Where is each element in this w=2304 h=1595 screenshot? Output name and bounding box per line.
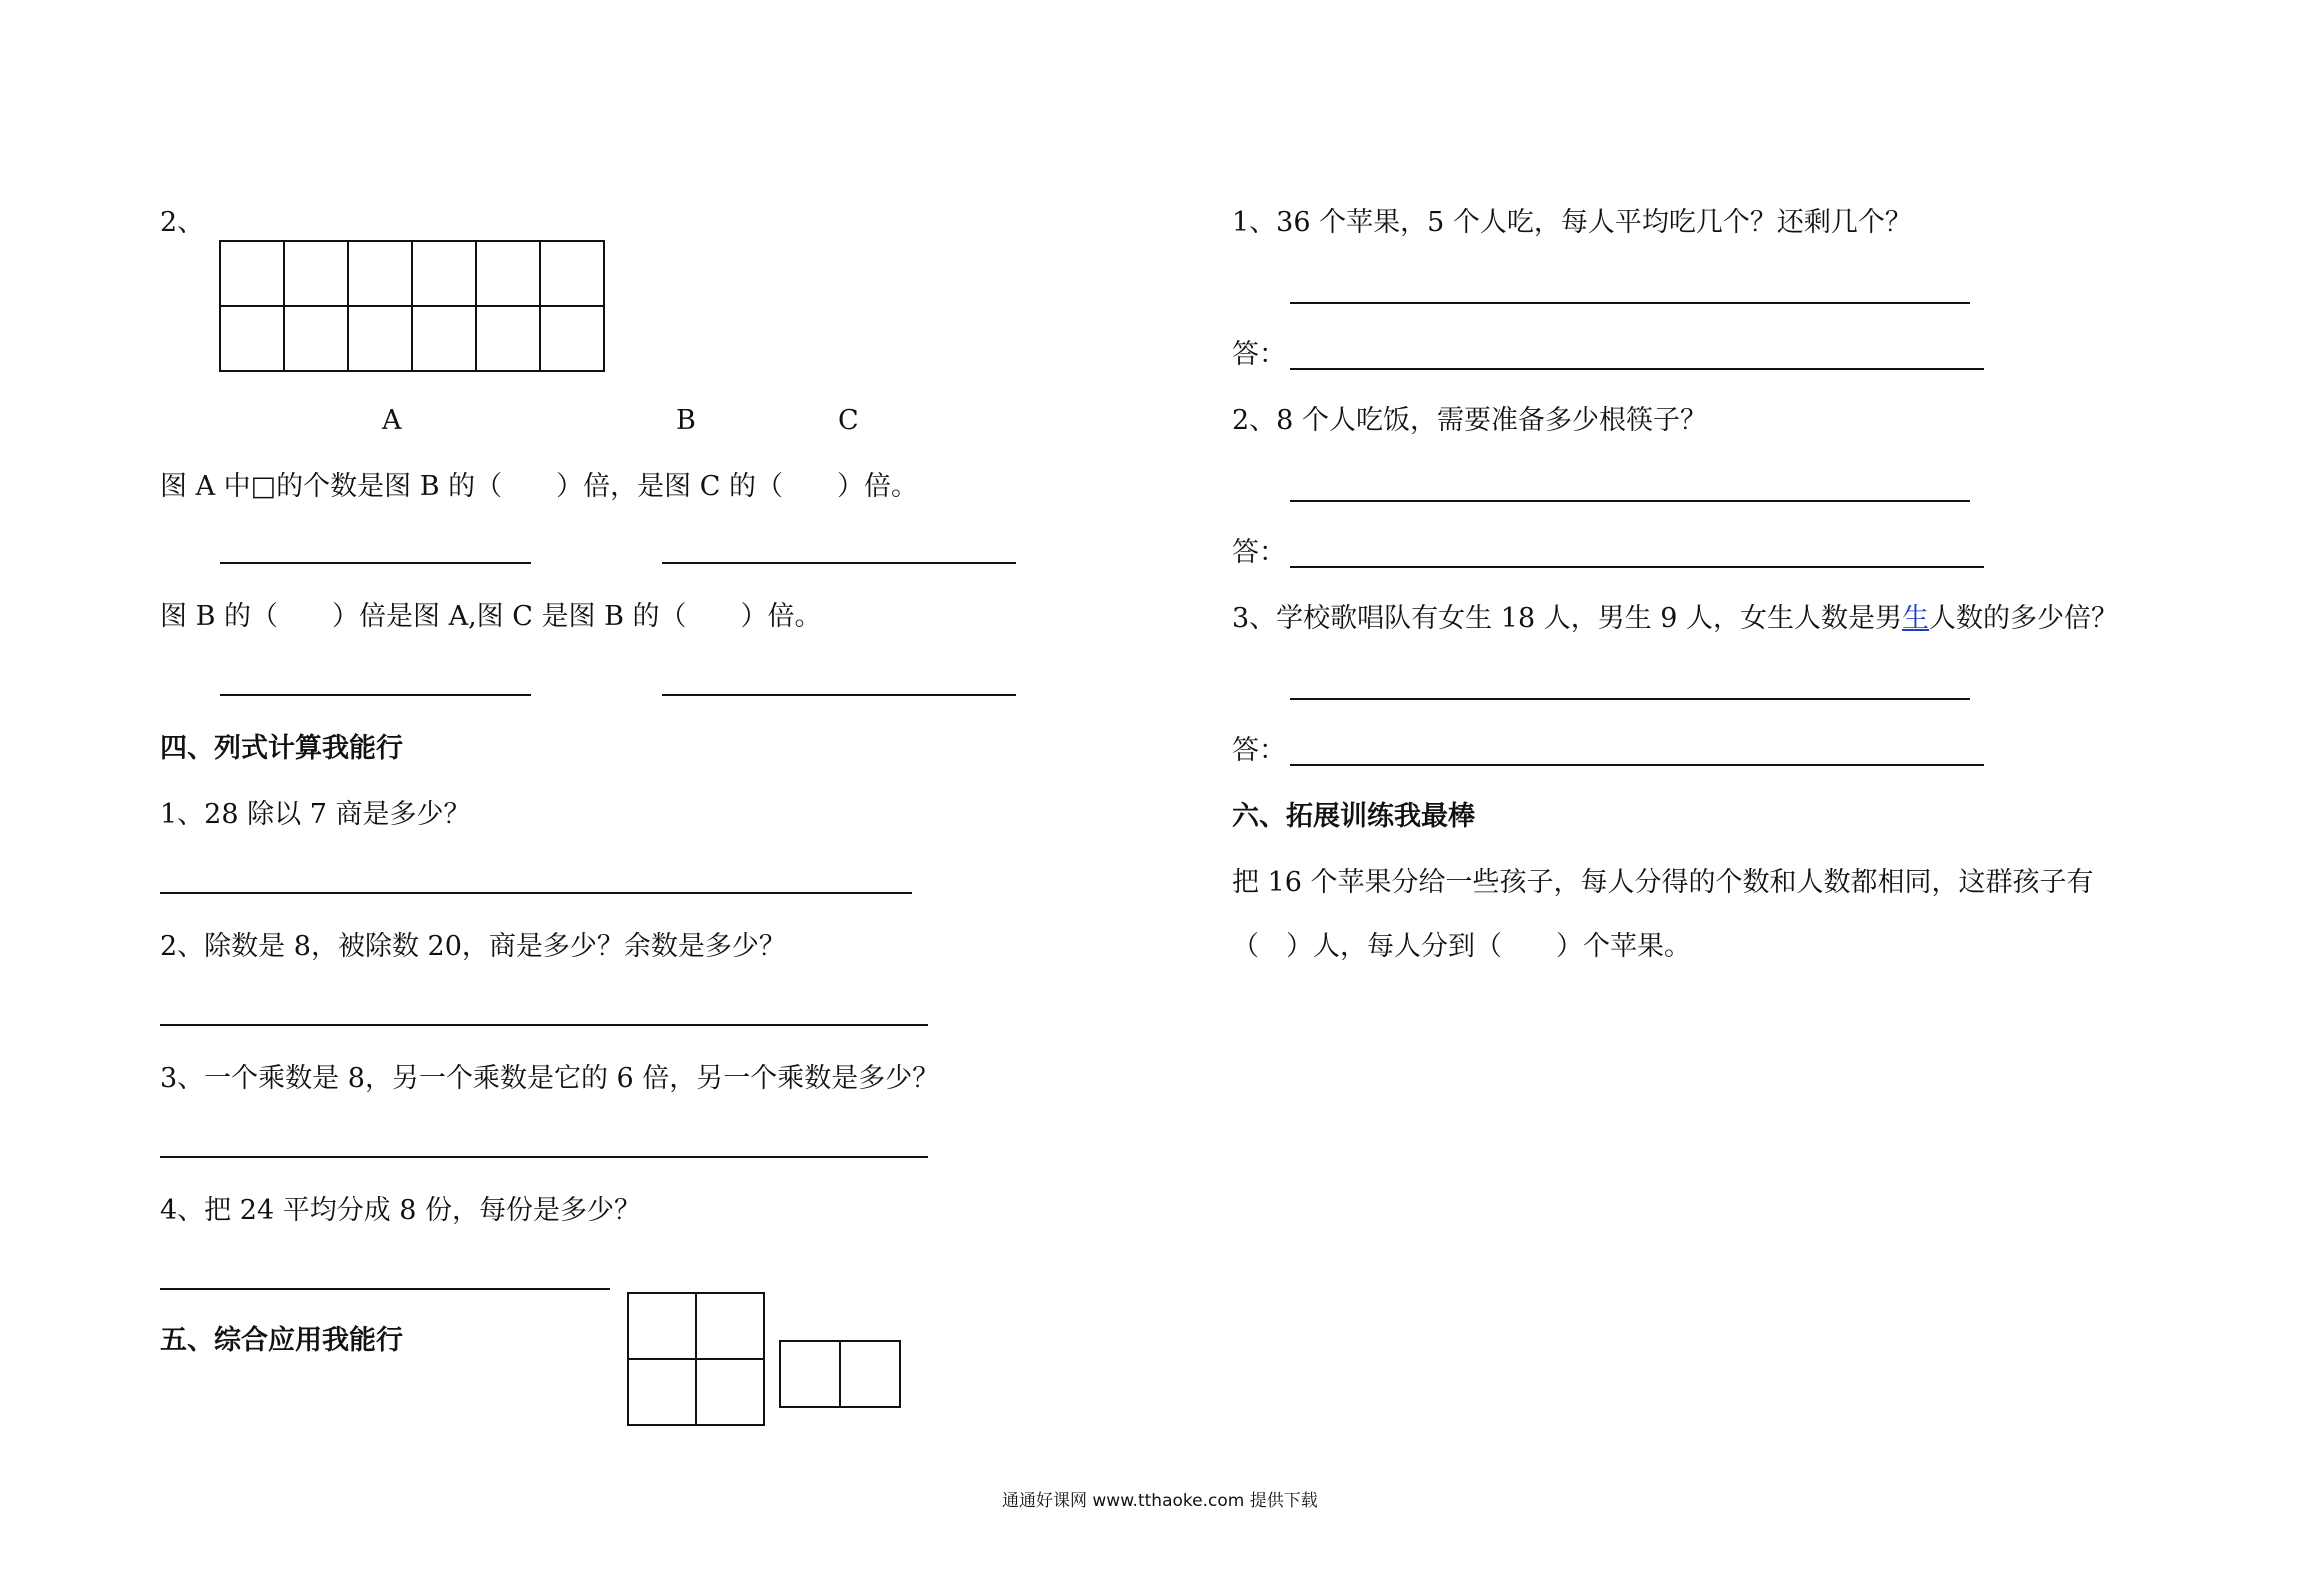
grid-cell	[628, 1359, 696, 1425]
answer-line	[160, 1156, 928, 1158]
grid-row	[780, 1341, 900, 1407]
answer-label: 答：	[1232, 339, 1286, 370]
grid-row	[628, 1293, 764, 1359]
grid-row	[628, 1359, 764, 1425]
answer-line	[1290, 302, 1970, 304]
answer-line	[1290, 500, 1970, 502]
section-4-item-2: 2、除数是 8，被除数 20，商是多少？余数是多少？	[160, 931, 786, 962]
grid-cell	[220, 241, 284, 306]
grid-cell	[348, 306, 412, 371]
question-2-line-2: 图 B 的（ ）倍是图 A,图 C 是图 B 的（ ）倍。	[160, 601, 822, 632]
question-2-number: 2、	[160, 207, 205, 238]
grid-cell	[628, 1293, 696, 1359]
grid-cell	[284, 241, 348, 306]
grid-cell	[840, 1341, 900, 1407]
answer-line	[160, 1288, 610, 1290]
grid-cell	[780, 1341, 840, 1407]
figure-label-b: B	[676, 405, 696, 436]
figure-a-grid	[219, 240, 605, 372]
section-5-title: 五、综合应用我能行	[160, 1325, 403, 1356]
section-6-line-2: （ ）人，每人分到（ ）个苹果。	[1232, 931, 1691, 962]
grid-cell	[348, 241, 412, 306]
application-question-3	[1232, 602, 2118, 636]
application-question-1: 1、36 个苹果，5 个人吃，每人平均吃几个？还剩几个？	[1232, 207, 1912, 238]
figure-grid-2x2	[627, 1292, 765, 1426]
section-4-item-1: 1、28 除以 7 商是多少？	[160, 799, 471, 830]
grid-cell	[476, 306, 540, 371]
figure-label-a: A	[382, 405, 402, 436]
answer-line	[160, 892, 912, 894]
question-3-text-end: 人数的多少倍？	[1929, 603, 2119, 634]
grid-cell	[540, 241, 604, 306]
section-6-title: 六、拓展训练我最棒	[1232, 801, 1475, 832]
answer-line	[1290, 764, 1984, 766]
section-4-item-3: 3、一个乘数是 8，另一个乘数是它的 6 倍，另一个乘数是多少？	[160, 1063, 940, 1094]
answer-label: 答：	[1232, 735, 1286, 766]
answer-line	[1290, 368, 1984, 370]
grid-cell	[220, 306, 284, 371]
question-2-line-1: 图 A 中□的个数是图 B 的（ ）倍，是图 C 的（ ）倍。	[160, 471, 919, 502]
answer-line	[1290, 566, 1984, 568]
section-4-item-4: 4、把 24 平均分成 8 份，每份是多少？	[160, 1195, 642, 1226]
question-3-text-start: 3、学校歌唱队有女生 18 人，男生 9 人，女生人数是男	[1232, 603, 1903, 634]
answer-label: 答：	[1232, 537, 1286, 568]
answer-line	[1290, 698, 1970, 700]
grid-row	[220, 306, 604, 371]
grid-cell	[696, 1359, 764, 1425]
section-6-line-1: 把 16 个苹果分给一些孩子，每人分得的个数和人数都相同，这群孩子有	[1232, 867, 2094, 898]
answer-line	[220, 694, 531, 696]
answer-line	[160, 1024, 928, 1026]
grid-cell	[540, 306, 604, 371]
grid-cell	[412, 306, 476, 371]
answer-line	[662, 694, 1016, 696]
page-footer: 通通好课网 www.tthaoke.com 提供下载	[1002, 1491, 1318, 1511]
answer-line	[662, 562, 1016, 564]
grid-cell	[412, 241, 476, 306]
section-4-title: 四、列式计算我能行	[160, 733, 403, 764]
grid-cell	[696, 1293, 764, 1359]
figure-label-c: C	[838, 405, 859, 436]
grid-cell	[476, 241, 540, 306]
grid-cell	[284, 306, 348, 371]
answer-line	[220, 562, 531, 564]
figure-grid-1x2	[779, 1340, 901, 1408]
question-3-link[interactable]: 生	[1902, 603, 1930, 634]
application-question-2: 2、8 个人吃饭，需要准备多少根筷子？	[1232, 405, 1707, 436]
grid-row	[220, 241, 604, 306]
